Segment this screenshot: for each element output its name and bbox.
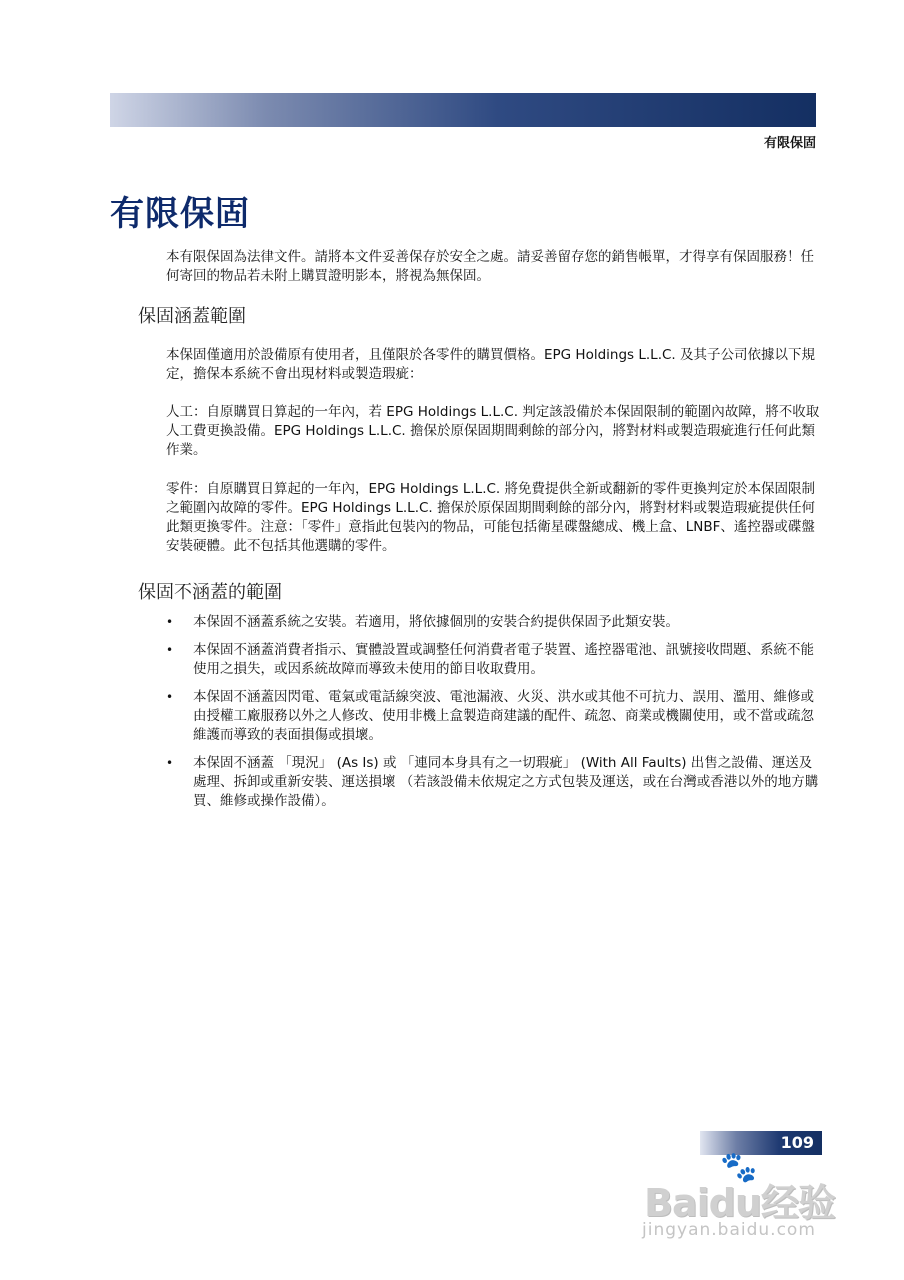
watermark-logo: Baidu经验 [644,1181,835,1225]
baidu-watermark [640,1150,860,1240]
page-title: 有限保固 [110,194,250,234]
exclusion-text: 本保固不涵蓋系統之安裝。若適用，將依據個別的安裝合約提供保固予此類安裝。 [193,614,679,630]
exclusion-text: 本保固不涵蓋消費者指示、實體設置或調整任何消費者電子裝置、遙控器電池、訊號接收問題、系統不能使用之損失，或因系統故障而導致未使用的節目收取費用。 [193,642,814,677]
exclusions-heading: 保固不涵蓋的範圍 [138,582,282,603]
header-gradient-bar [110,93,816,127]
bullet-icon: • [166,756,174,770]
bullet-icon: • [166,615,174,629]
exclusions-list [166,613,820,820]
coverage-paragraph-labor: 人工：自原購買日算起的一年內，若 EPG Holdings L.L.C. 判定該設備於本保固限制的範圍內故障，將不收取人工費更換設備。EPG Holdings L.L.C. 擔保於原保固期間剩餘的部分內，將對材料或製造瑕疵進行任何此類作業。 [166,404,820,458]
page-number: 109 [780,1133,814,1152]
bullet-icon: • [166,643,174,657]
bullet-icon: • [166,690,174,704]
exclusion-text: 本保固不涵蓋 「現況」 (As Is) 或 「連同本身具有之一切瑕疵」 (With All Faults) 出售之設備、運送及處理、拆卸或重新安裝、運送損壞 （若該設備未依規定之方式包裝及運送，或在台灣或香港以外的地方購買、維修或操作設備）。 [193,755,819,809]
list-item [166,641,820,679]
coverage-heading: 保固涵蓋範圍 [138,306,246,327]
list-item [166,754,820,811]
intro-paragraph: 本有限保固為法律文件。請將本文件妥善保存於安全之處。請妥善留存您的銷售帳單，才得享有保固服務！任何寄回的物品若未附上購買證明影本，將視為無保固。 [166,249,814,284]
coverage-paragraph-scope: 本保固僅適用於設備原有使用者，且僅限於各零件的購買價格。EPG Holdings L.L.C. 及其子公司依據以下規定，擔保本系統不會出現材料或製造瑕疵： [166,347,815,382]
exclusion-text: 本保固不涵蓋因閃電、電氣或電話線突波、電池漏液、火災、洪水或其他不可抗力、誤用、濫用、維修或由授權工廠服務以外之人修改、使用非機上盒製造商建議的配件、疏忽、商業或機關使用，或不當或疏忽維護而導致的表面損傷或損壞。 [193,689,814,743]
watermark-url: jingyan.baidu.com [642,1220,816,1240]
list-item [166,613,820,632]
coverage-paragraph-parts: 零件：自原購買日算起的一年內，EPG Holdings L.L.C. 將免費提供全新或翻新的零件更換判定於本保固限制之範圍內故障的零件。EPG Holdings L.L.C. 擔保於原保固期間剩餘的部分內，將對材料或製造瑕疵提供任何此類更換零件。注意：「零件」意指此包裝內的物品，可能包括衛星碟盤總成、機上盒、LNBF、遙控器或碟盤安裝硬體。此不包括其他選購的零件。 [166,481,815,554]
list-item [166,688,820,745]
running-header-title: 有限保固 [763,136,816,151]
paw-icon: 🐾 [720,1150,758,1185]
